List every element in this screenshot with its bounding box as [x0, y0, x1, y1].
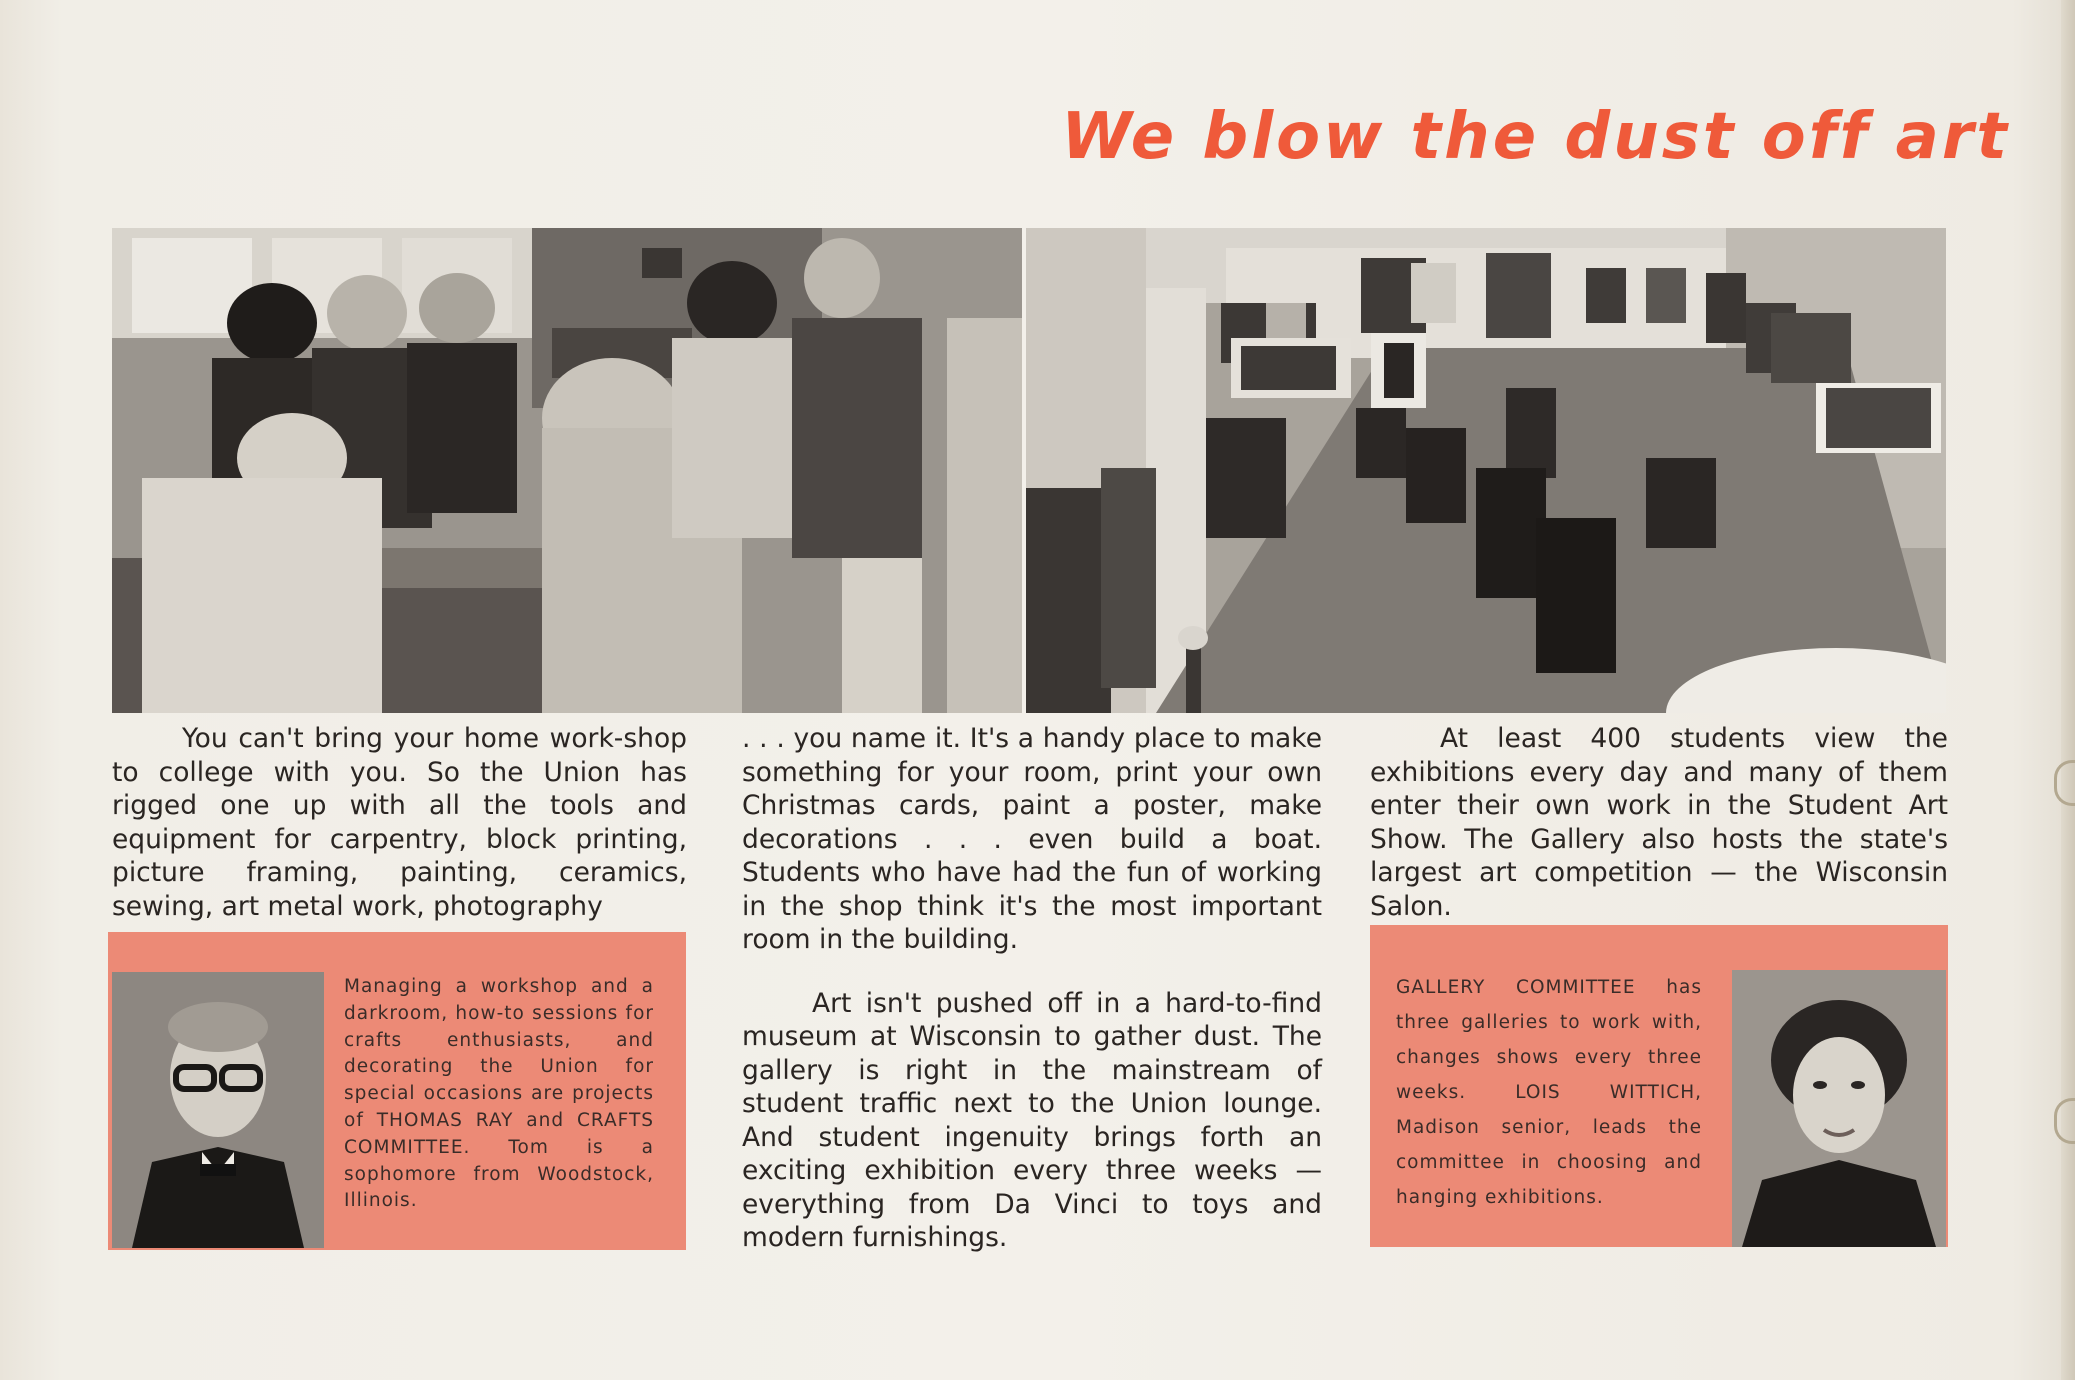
column-middle — [742, 722, 1322, 1255]
workshop-photo-art — [112, 228, 1022, 713]
portrait-man-art — [112, 972, 324, 1248]
column-left-paragraph: You can't bring your home work-shop to college with you. So the Union has rigged one up with all the tools and equipment for carpentry, block printing, picture framing, painting, ceramics, sewing, art metal work, photography — [112, 723, 687, 922]
thomas-ray-portrait — [112, 972, 324, 1248]
column-middle-paragraph-1: . . . you name it. It's a handy place to make something for your room, print your own Christmas cards, paint a poster, make decorations . . . even build a boat. Students who have had the fun of working in the shop think it's the most important room in the building. — [742, 723, 1322, 955]
binding-ring — [2054, 760, 2075, 806]
caption-left-text: Managing a workshop and a darkroom, how-to sessions for crafts enthusiasts, and decorating the Union for special occasions are projects of THOMAS RAY and CRAFTS COMMITTEE. Tom is a sophomore from Woodstock, Illinois. — [344, 976, 654, 1212]
column-middle-paragraph-2: Art isn't pushed off in a hard-to-find museum at Wisconsin to gather dust. The gallery is right in the mainstream of student traffic next to the Union lounge. And student ingenuity brings forth an exciting exhibition every three weeks — everything from Da Vinci to toys and modern furnishings. — [742, 987, 1322, 1253]
column-right — [1370, 722, 1948, 923]
caption-right-text: GALLERY COMMITTEE has three galleries to work with, changes shows every three weeks. LOIS WITTICH, Madison senior, leads the committee in choosing and hanging exhibitions. — [1396, 977, 1702, 1208]
workshop-photo — [112, 228, 1022, 713]
lois-wittich-portrait — [1732, 970, 1946, 1247]
column-left — [112, 722, 687, 923]
gallery-photo — [1026, 228, 1946, 713]
column-right-paragraph: At least 400 students view the exhibitions every day and many of them enter their own work in the Student Art Show. The Gallery also hosts the state's largest art competition — the Wisconsin Salon. — [1370, 723, 1948, 922]
binding-ring — [2054, 1098, 2075, 1144]
portrait-woman-art — [1732, 970, 1946, 1247]
page-binding — [2061, 0, 2075, 1380]
page-headline: We blow the dust off art — [1061, 100, 2010, 174]
gallery-photo-art — [1026, 228, 1946, 713]
